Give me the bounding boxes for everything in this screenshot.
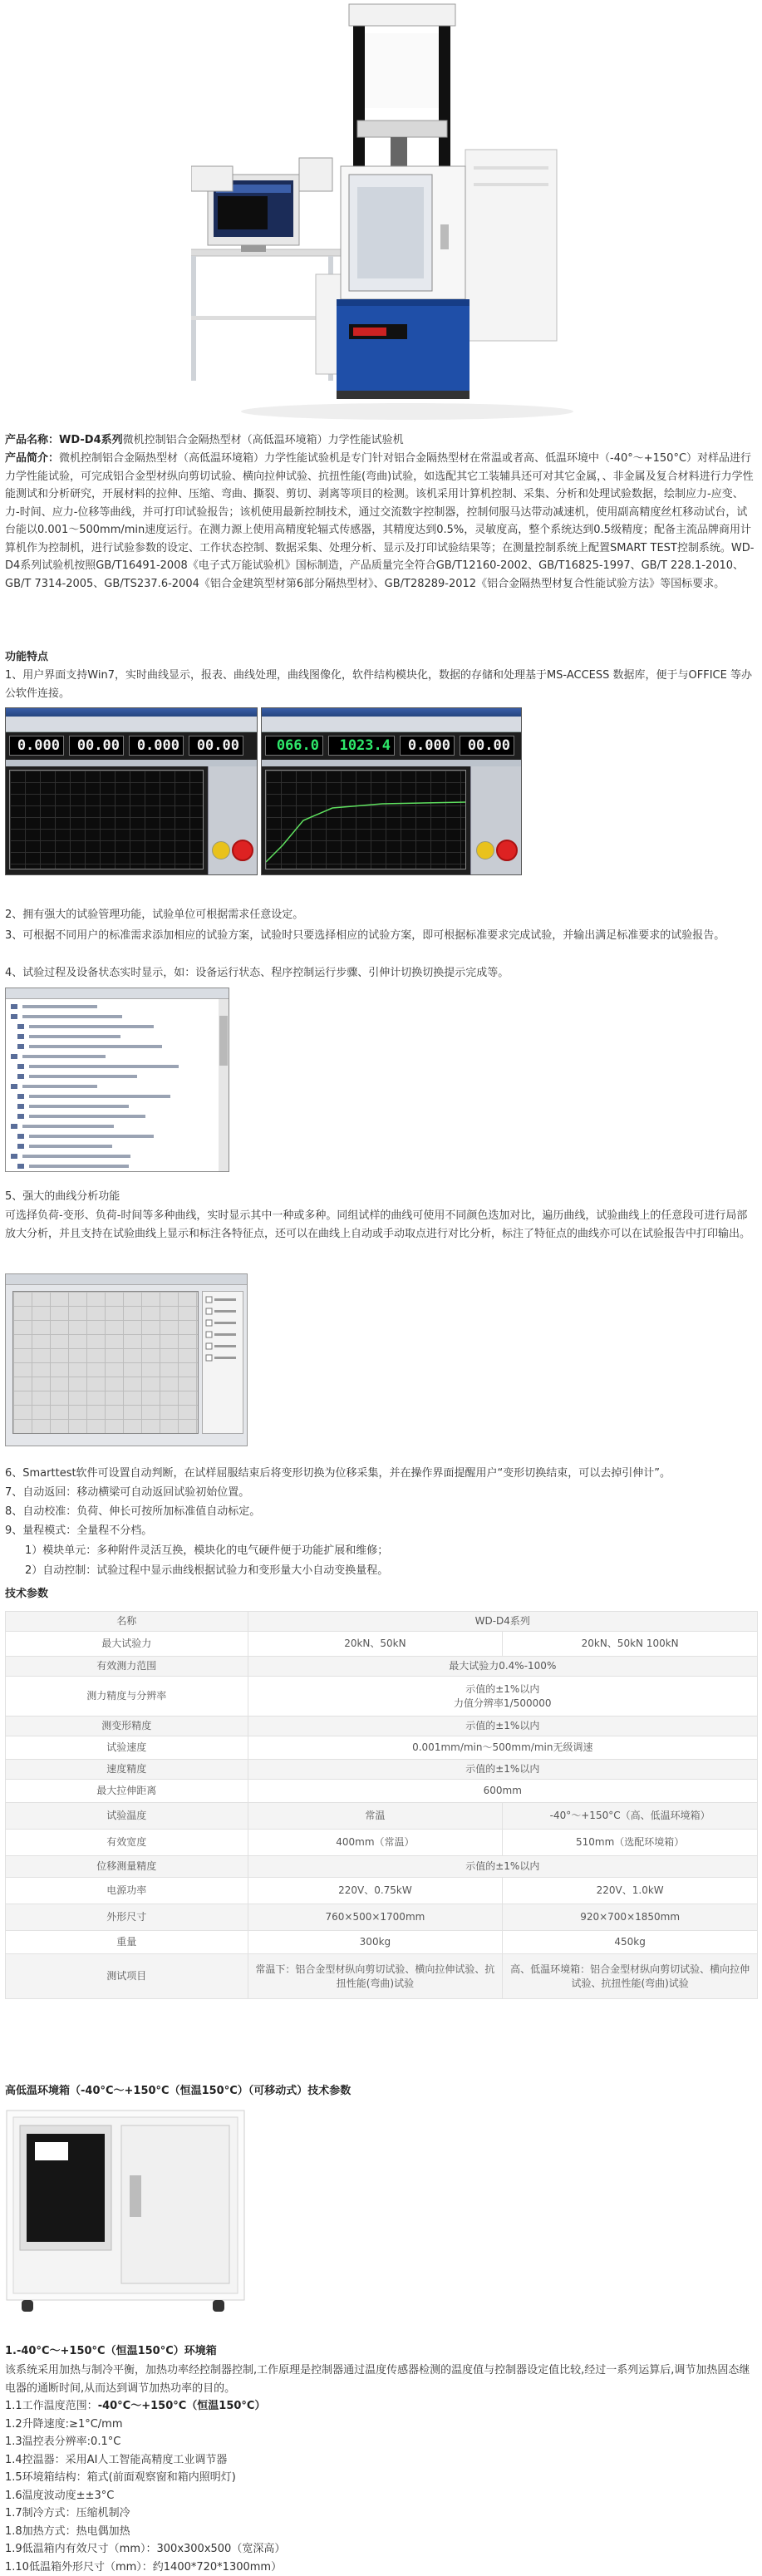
product-brief xyxy=(5,450,757,593)
feature-2: 2、拥有强大的试验管理功能，试验单位可根据需求任意设定。 xyxy=(5,906,757,924)
readout-time: 00.00 xyxy=(460,736,514,756)
spec-value: 20kN、50kN 100kN xyxy=(503,1632,758,1657)
spec-row xyxy=(6,1856,758,1878)
chamber-spec-label: 1.5环境箱结构：箱式(前面观察窗和箱内照明灯) xyxy=(5,2471,236,2484)
readout-extension: 0.000 xyxy=(129,736,184,756)
curve-plot xyxy=(265,770,466,869)
software-screenshot-left xyxy=(5,707,258,875)
product-photo xyxy=(191,0,573,422)
spec-heading: 技术参数 xyxy=(5,1585,757,1603)
readout-displacement: 1023.4 xyxy=(328,736,395,756)
feature-5-text: 可选择负荷-变形、负荷-时间等多种曲线，实时显示其中一种或多种。同组试样的曲线可使用不同颜色迭加对比，遍历曲线，试验曲线上的任意段可进行局部放大分析，并且支持在试验曲线上显示和标注各特征点，还可以在曲线上自动或手动取点进行对比分析，标注了特征点的曲线亦可以在试验报告中打印输出。 xyxy=(5,1207,757,1243)
chamber-spec-label: 1.2升降速度:≥1°C/mm xyxy=(5,2418,123,2431)
spec-value: 760×500×1700mm xyxy=(248,1904,503,1931)
feature-6: 6、Smarttest软件可设置自动判断，在试样屈服结束后将变形切换为位移采集，并在操作界面提醒用户“变形切换结束，可以去掉引伸计”。 xyxy=(5,1465,757,1483)
spec-row xyxy=(6,1612,758,1632)
spec-value: WD-D4系列 xyxy=(248,1612,757,1632)
spec-value: 450kg xyxy=(503,1931,758,1954)
chamber-spec-item xyxy=(5,2523,757,2541)
spec-label: 有效测力范围 xyxy=(6,1657,248,1677)
spec-value: 220V、0.75kW xyxy=(248,1878,503,1904)
chamber-spec-label: 1.8加热方式：热电偶加热 xyxy=(5,2525,130,2538)
spec-value: 400mm（常温） xyxy=(248,1830,503,1856)
product-brief-label: 产品简介： xyxy=(5,452,59,465)
spec-label: 最大试验力 xyxy=(6,1632,248,1657)
curve-options-panel xyxy=(202,1291,243,1434)
software-screenshot-right xyxy=(261,707,522,875)
analysis-plot xyxy=(12,1291,199,1434)
chamber-spec-label: 1.1工作温度范围： xyxy=(5,2400,98,2412)
chamber-spec-label: 1.7制冷方式：压缩机制冷 xyxy=(5,2507,130,2519)
stop-button[interactable] xyxy=(496,840,518,861)
spec-value: 300kg xyxy=(248,1931,503,1954)
chamber-spec-item xyxy=(5,2559,757,2576)
spec-value: 510mm（选配环境箱） xyxy=(503,1830,758,1856)
test-tree-screenshot xyxy=(5,988,229,1172)
spec-value: 220V、1.0kW xyxy=(503,1878,758,1904)
computer-desk xyxy=(191,158,349,381)
test-machine xyxy=(337,4,469,399)
spec-row xyxy=(6,1878,758,1904)
spec-value: 示值的±1%以内 xyxy=(248,1760,757,1780)
spec-row xyxy=(6,1931,758,1954)
spec-label: 试验温度 xyxy=(6,1803,248,1830)
spec-value: 920×700×1850mm xyxy=(503,1904,758,1931)
pause-button[interactable] xyxy=(212,841,230,859)
product-brief-text: 微机控制铝合金隔热型材（高低温环境箱）力学性能试验机是专门针对铝合金隔热型材在常温或者高、低温环境中（-40°～+150°C）对样品进行力学性能试验，可完成铝合金型材纵向剪切试验、横向拉伸试验、抗扭性能(弯曲)试验，如选配其它工装辅具还可对其它金属，、非金属及复合材料进行力学性能测试和分析研究，开展材料的拉伸、压缩、弯曲、撕裂、剪切、剥离等项目的检测。该机采用计算机控制、采集、分析和处理试验数据，绘制应力-应变、力-时间、应力-位移等曲线，并可打印试验报告；该机使用最新控制技术，通过交流数字控制器，控制伺服马达带动减速机，使用副高精度丝杠移动试台，试台能以0.001～500mm/min速度运行。在测力源上使用高精度轮辐式传感器，其精度达到0.5%，灵敏度高，整个系统达到0.5级精度；配备主流品牌商用计算机作为控制机，进行试验参数的设定、工作状态控制、数据采集、处理分析、显示及打印试验结果等；在测量控制系统上配置SMART TEST控制系统。WD-D4系列试验机按照GB/T16491-2008《电子式万能试验机》国标制造，产品质量完全符合GB/T12160-2002、GB/T16825-1997、GB/T 228.1-2010、GB/T 7314-2005、GB/TS237.6-2004《铝合金建筑型材第6部分隔热型材》、GB/T28289-2012《铝合金隔热型材复合性能试验方法》等国标要求。 xyxy=(5,452,754,590)
spec-row xyxy=(6,1632,758,1657)
spec-label: 测变形精度 xyxy=(6,1717,248,1736)
spec-label: 名称 xyxy=(6,1612,248,1632)
spec-row xyxy=(6,1780,758,1803)
chamber-heading: 高低温环境箱（-40°C～+150°C（恒温150°C）（可移动式）技术参数 xyxy=(5,2082,757,2101)
chamber-spec-value: -40°C～+150°C（恒温150°C） xyxy=(98,2400,266,2412)
feature-3: 3、可根据不同用户的标准需求添加相应的试验方案，试验时只要选择相应的试验方案，即可根据标准要求完成试验，并输出满足标准要求的试验报告。 xyxy=(5,927,757,945)
spec-label: 试验速度 xyxy=(6,1736,248,1760)
chamber-spec-item xyxy=(5,2433,757,2451)
spec-row xyxy=(6,1904,758,1931)
product-model: WD-D4系列 xyxy=(59,434,123,446)
product-name-label: 产品名称： xyxy=(5,434,59,446)
spec-table xyxy=(5,1611,758,1999)
spec-label: 最大拉伸距离 xyxy=(6,1780,248,1803)
chamber-desc: 该系统采用加热与制冷平衡，加热功率经控制器控制,工作原理是控制器通过温度传感器检测的温度值与控制器设定值比较,经过一系列运算后,调节加热固态继电器的通断时间,从而达到调节加热功率的目的。 xyxy=(5,2362,757,2397)
product-name-line xyxy=(5,431,757,450)
spec-value: 600mm xyxy=(248,1780,757,1803)
spec-row xyxy=(6,1657,758,1677)
pause-button[interactable] xyxy=(476,841,494,859)
chamber-spec-item xyxy=(5,2540,757,2559)
feature-8: 8、自动校准：负荷、伸长可按所加标准值自动标定。 xyxy=(5,1503,757,1521)
chamber-spec-item xyxy=(5,2397,757,2416)
spec-value: 常温 xyxy=(248,1803,503,1830)
chamber-spec-label: 1.10低温箱外形尺寸（mm）：约1400*720*1300mm） xyxy=(5,2561,282,2574)
spec-label: 重量 xyxy=(6,1931,248,1954)
spec-value: 常温下：铝合金型材纵向剪切试验、横向拉伸试验、抗扭性能(弯曲)试验 xyxy=(248,1954,503,1999)
chamber-spec-item xyxy=(5,2487,757,2505)
chamber-photo xyxy=(5,2109,246,2317)
spec-value: 示值的±1%以内 力值分辨率1/500000 xyxy=(248,1677,757,1717)
chamber-spec-item xyxy=(5,2469,757,2487)
chamber-spec-item xyxy=(5,2416,757,2434)
spec-row xyxy=(6,1954,758,1999)
readout-force: 0.000 xyxy=(9,736,64,756)
feature-1: 1、用户界面支持Win7，实时曲线显示，报表、曲线处理，曲线图像化，软件结构模块化，数据的存储和处理基于MS-ACCESS 数据库，便于与OFFICE 等办公软件连接。 xyxy=(5,667,757,702)
spec-row xyxy=(6,1677,758,1717)
readout-displacement: 00.00 xyxy=(69,736,124,756)
feature-7: 7、自动返回：移动横梁可自动返回试验初始位置。 xyxy=(5,1484,757,1502)
chamber-title: 1.-40°C～+150°C（恒温150°C）环境箱 xyxy=(5,2342,757,2361)
readout-time: 00.00 xyxy=(189,736,243,756)
product-name-text: 微机控制铝合金隔热型材（高低温环境箱）力学性能试验机 xyxy=(123,434,404,446)
spec-label: 有效宽度 xyxy=(6,1830,248,1856)
spec-label: 位移测量精度 xyxy=(6,1856,248,1878)
spec-value: 高、低温环境箱：铝合金型材纵向剪切试验、横向拉伸试验、抗扭性能(弯曲)试验 xyxy=(503,1954,758,1999)
features-heading: 功能特点 xyxy=(5,648,757,667)
chamber-spec-label: 1.3温控表分辨率:0.1°C xyxy=(5,2436,120,2448)
spec-row xyxy=(6,1830,758,1856)
spec-label: 测试项目 xyxy=(6,1954,248,1999)
spec-value: 20kN、50kN xyxy=(248,1632,503,1657)
spec-row xyxy=(6,1803,758,1830)
spec-value: 示值的±1%以内 xyxy=(248,1717,757,1736)
feature-4: 4、试验过程及设备状态实时显示，如：设备运行状态、程序控制运行步骤、引伸计切换切换提示完成等。 xyxy=(5,964,757,983)
feature-9-1: 1）模块单元：多种附件灵活互换，模块化的电气硬件便于功能扩展和维修； xyxy=(25,1542,756,1560)
chamber-spec-item xyxy=(5,2505,757,2523)
spec-row xyxy=(6,1736,758,1760)
feature-9: 9、量程模式：全量程不分档。 xyxy=(5,1522,757,1540)
spec-value: -40°～+150°C（高、低温环境箱） xyxy=(503,1803,758,1830)
spec-label: 速度精度 xyxy=(6,1760,248,1780)
chamber-spec-item xyxy=(5,2451,757,2470)
spec-label: 电源功率 xyxy=(6,1878,248,1904)
readout-force: 066.0 xyxy=(265,736,323,756)
spec-label: 测力精度与分辨率 xyxy=(6,1677,248,1717)
chamber-spec-label: 1.9低温箱内有效尺寸（mm）：300x300x500（宽深高） xyxy=(5,2543,285,2555)
feature-9-2: 2）自动控制：试验过程中显示曲线根据试验力和变形量大小自动变换量程。 xyxy=(25,1562,756,1580)
chamber-spec-label: 1.4控温器：采用AI人工智能高精度工业调节器 xyxy=(5,2454,227,2466)
stop-button[interactable] xyxy=(232,840,253,861)
spec-value: 示值的±1%以内 xyxy=(248,1856,757,1878)
readout-extension: 0.000 xyxy=(400,736,455,756)
spec-label: 外形尺寸 xyxy=(6,1904,248,1931)
spec-row xyxy=(6,1717,758,1736)
chamber-spec-label: 1.6温度波动度±±3°C xyxy=(5,2490,114,2502)
curve-analysis-screenshot xyxy=(5,1273,248,1446)
spec-row xyxy=(6,1760,758,1780)
feature-5: 5、强大的曲线分析功能 xyxy=(5,1188,757,1206)
spec-value: 0.001mm/min～500mm/min无级调速 xyxy=(248,1736,757,1760)
cooling-unit xyxy=(465,150,557,341)
spec-value: 最大试验力0.4%-100% xyxy=(248,1657,757,1677)
curve-plot xyxy=(9,770,204,869)
